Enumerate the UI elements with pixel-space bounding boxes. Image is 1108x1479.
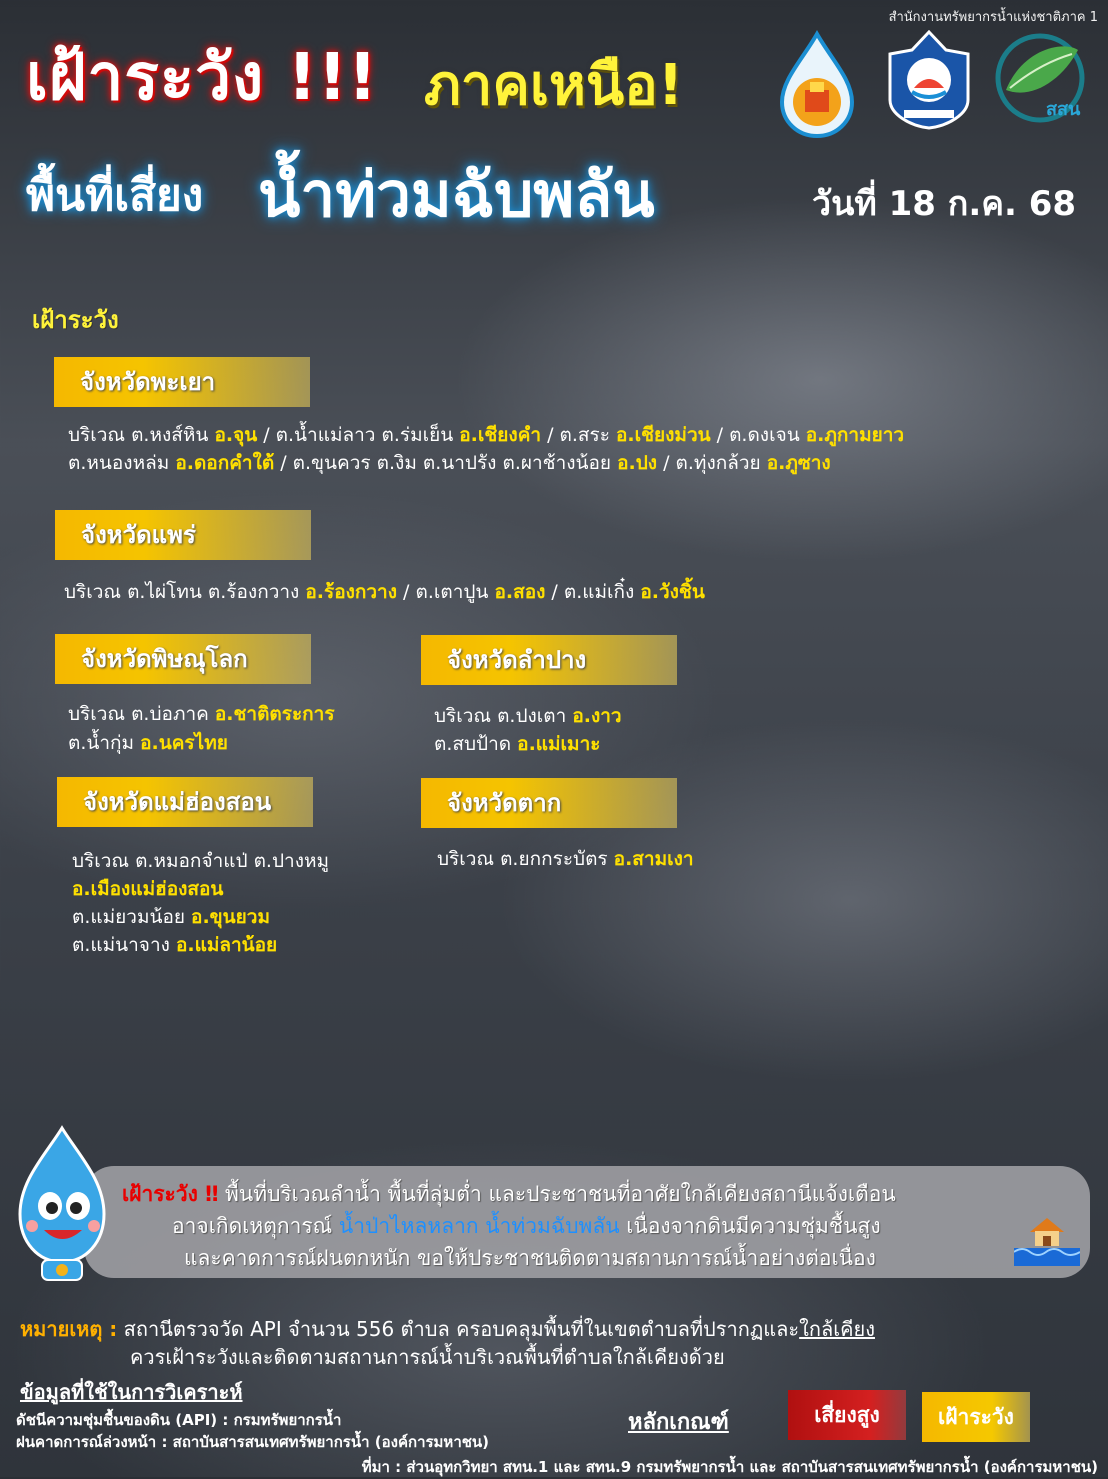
- data-sources-title: ข้อมูลที่ใช้ในการวิเคราะห์: [20, 1380, 243, 1404]
- area-text: / ต.แม่เกิ๋ง: [545, 581, 641, 603]
- data-source-rain: ฝนคาดการณ์ล่วงหน้า : สถาบันสารสนเทศทรัพยากรน้ำ (องค์การมหาชน): [16, 1433, 490, 1451]
- section-label-watch: เฝ้าระวัง: [32, 306, 119, 334]
- district-name: อ.ปง: [617, 452, 658, 474]
- title-region: ภาคเหนือ!: [424, 53, 684, 118]
- lampang-line-2: [434, 730, 600, 758]
- area-text: ต.แม่นาจาง: [72, 934, 176, 956]
- district-name: อ.เชียงคำ: [459, 424, 542, 446]
- province-tab-maehongson: จังหวัดแม่ฮ่องสอน: [57, 777, 313, 827]
- banner-line-1: เฝ้าระวัง ‼ พื้นที่บริเวณลำน้ำ พื้นที่ลุ่มต่ำ และประชาชนที่อาศัยใกล้เคียงสถานีแจ้งเตือน: [122, 1182, 896, 1206]
- district-name: อ.ภูซาง: [766, 452, 831, 474]
- note-label: หมายเหตุ :: [20, 1317, 118, 1341]
- area-text: / ต.ขุนควร ต.งิม ต.นาปรัง ต.ผาช้างน้อย: [274, 452, 618, 474]
- area-text: บริเวณ ต.ยกกระบัตร: [437, 848, 614, 870]
- area-text: ต.น้ำกุ่ม: [68, 732, 141, 754]
- area-text: / ต.ทุ่งกล้วย: [657, 452, 767, 474]
- area-text: ต.สบป้าด: [434, 733, 518, 755]
- province-tab-phayao: จังหวัดพะเยา: [54, 357, 310, 407]
- area-text: บริเวณ ต.ไผ่โทน ต.ร้องกวาง: [64, 581, 306, 603]
- area-text: บริเวณ ต.บ่อภาค: [68, 703, 215, 725]
- agency-name: สำนักงานทรัพยากรน้ำแห่งชาติภาค 1: [888, 10, 1098, 25]
- district-name: อ.แม่เมาะ: [517, 733, 601, 755]
- title-risk-area: พื้นที่เสี่ยง: [26, 170, 204, 221]
- house-icon: [1026, 1214, 1068, 1248]
- data-source-api: ดัชนีความชุ่มชื้นของดิน (API) : กรมทรัพยากรน้ำ: [16, 1411, 342, 1429]
- tak-line-1: [437, 845, 694, 873]
- maehongson-line-1: [72, 847, 329, 875]
- district-name: อ.จุน: [214, 424, 258, 446]
- phitsanulok-line-2: [68, 729, 228, 757]
- phayao-line-2: [68, 449, 831, 477]
- note-line-1: หมายเหตุ : สถานีตรวจวัด API จำนวน 556 ตำบล ครอบคลุมพื้นที่ในเขตตำบลที่ปรากฏและใกล้เคียง: [20, 1317, 875, 1341]
- banner-line-2: อาจเกิดเหตุการณ์ น้ำป่าไหลหลาก น้ำท่วมฉับพลัน เนื่องจากดินมีความชุ่มชื้นสูง: [172, 1214, 881, 1238]
- maehongson-line-4: [72, 931, 277, 959]
- department-water-resources-logo: [884, 30, 974, 130]
- area-text: / ต.น้ำแม่ลาว ต.ร่มเย็น: [257, 424, 460, 446]
- district-name: อ.เชียงม่วน: [615, 424, 711, 446]
- area-text: บริเวณ ต.หมอกจำแป่ ต.ปางหมู: [72, 850, 330, 872]
- banner-line-3: และคาดการณ์ฝนตกหนัก ขอให้ประชาชนติดตามสถานการณ์น้ำอย่างต่อเนื่อง: [184, 1246, 876, 1270]
- lampang-line-1: [434, 702, 622, 730]
- legend-watch: เฝ้าระวัง: [922, 1392, 1030, 1442]
- district-name: อ.ร้องกวาง: [305, 581, 398, 603]
- district-name: อ.สามเงา: [613, 848, 694, 870]
- legend-high-risk: เสี่ยงสูง: [788, 1390, 906, 1440]
- district-name: อ.ชาติตระการ: [214, 703, 335, 725]
- report-date: วันที่ 18 ก.ค. 68: [812, 184, 1077, 224]
- area-text: บริเวณ ต.หงส์หิน: [68, 424, 215, 446]
- area-text: ต.หนองหล่ม: [68, 452, 176, 474]
- phayao-line-1: [68, 421, 904, 449]
- district-name: อ.นครไทย: [140, 732, 228, 754]
- area-text: บริเวณ ต.ปงเตา: [434, 705, 573, 727]
- district-name: อ.ขุนยวม: [191, 906, 270, 928]
- province-tab-lampang: จังหวัดลำปาง: [421, 635, 677, 685]
- criteria-label: หลักเกณฑ์: [628, 1410, 729, 1435]
- district-name: อ.ภูกามยาว: [805, 424, 905, 446]
- district-name: อ.เมืองแม่ฮ่องสอน: [72, 878, 224, 900]
- banner-warn-word: เฝ้าระวัง ‼: [122, 1182, 219, 1206]
- note-line-2: ควรเฝ้าระวังและติดตามสถานการณ์น้ำบริเวณพื้นที่ตำบลใกล้เคียงด้วย: [130, 1345, 725, 1369]
- district-name: อ.ดอกคำใต้: [175, 452, 275, 474]
- area-text: / ต.สระ: [541, 424, 616, 446]
- area-text: ต.แม่ยวมน้อย: [72, 906, 192, 928]
- water-drop-mascot-icon: [2, 1124, 122, 1284]
- source-credit: ที่มา : ส่วนอุทกวิทยา สทน.1 และ สทน.9 กรมทรัพยากรน้ำ และ สถาบันสารสนเทศทรัพยากรน้ำ (องค์การมหาชน): [361, 1458, 1098, 1476]
- area-text: / ต.ดงเจน: [710, 424, 806, 446]
- title-warning: เฝ้าระวัง !!!: [26, 41, 379, 115]
- phitsanulok-line-1: [68, 700, 335, 728]
- water-drop-emblem-logo: [772, 30, 862, 130]
- banner-flood-highlight: น้ำป่าไหลหลาก น้ำท่วมฉับพลัน: [338, 1214, 620, 1238]
- hii-leaf-logo: [992, 30, 1088, 130]
- province-tab-tak: จังหวัดตาก: [421, 778, 677, 828]
- area-text: / ต.เตาปูน: [397, 581, 495, 603]
- district-name: อ.วังชิ้น: [640, 581, 705, 603]
- district-name: อ.สอง: [494, 581, 546, 603]
- title-flash-flood: น้ำท่วมฉับพลัน: [258, 158, 655, 231]
- phrae-line-1: [64, 578, 705, 606]
- hii-logo-text: สสน: [1046, 99, 1081, 120]
- province-tab-phitsanulok: จังหวัดพิษณุโลก: [55, 634, 311, 684]
- maehongson-line-2: [72, 875, 223, 903]
- maehongson-line-3: [72, 903, 270, 931]
- flood-water-icon: [1014, 1244, 1080, 1266]
- province-tab-phrae: จังหวัดแพร่: [55, 510, 311, 560]
- district-name: อ.งาว: [572, 705, 622, 727]
- district-name: อ.แม่ลาน้อย: [175, 934, 278, 956]
